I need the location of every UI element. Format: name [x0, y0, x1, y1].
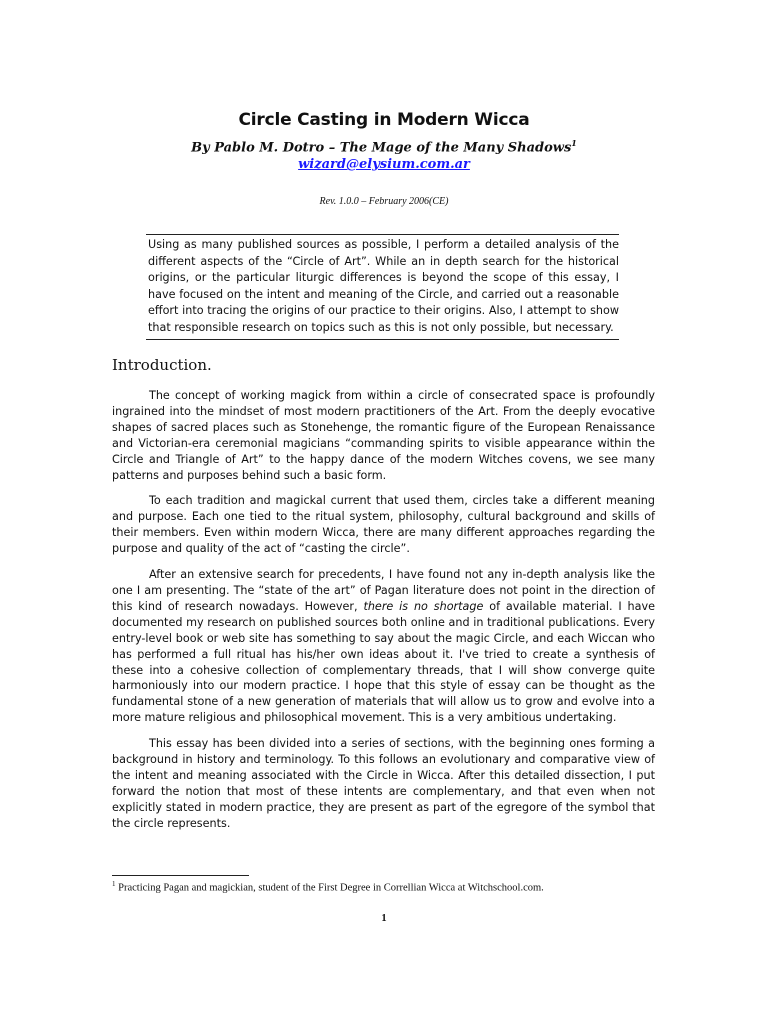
abstract-box: Using as many published sources as possible, I perform a detailed analysis of the different aspects of the “Circle of Art”. While an in depth search for the historical origins, or the particular liturgic differences is beyond the scope of this essay, I have focused on the intent and meaning of the Circle, and carried out a reasonable effort into tracing the origins of our practice to their origins. Also, I attempt to show that responsible research on topics such as this is not only possible, but necessary.	[146, 234, 619, 340]
revision-line: Rev. 1.0.0 – February 2006(CE)	[319, 196, 449, 207]
paragraph-3-emphasis: there is no shortage	[363, 599, 484, 613]
footnote-text: Practicing Pagan and magickian, student of the First Degree in Correllian Wicca at Witchschool.com.	[118, 882, 544, 894]
author-byline	[0, 138, 768, 155]
paragraph-1: The concept of working magick from within a circle of consecrated space is profoundly ingrained into the mindset of most modern practitioners of the Art. From the deeply evocative shapes of sacred places such as Stonehenge, the romantic figure of the European Renaissance and Victorian-era ceremonial magicians “commanding spirits to visible appearance within the Circle and Triangle of Art” to the happy dance of the modern Witches covens, we see many patterns and purposes behind such a basic form.	[112, 389, 655, 482]
byline-footnote-marker[interactable]: 1	[571, 138, 577, 148]
author-email	[0, 157, 768, 172]
paragraph-3-before: After an extensive search for precedents, I have found not any in-depth analysis like the one I am presenting. The “state of the art” of Pagan literature does not point in the direction of this kind of research nowadays. However,	[112, 568, 655, 613]
section-heading-introduction: Introduction.	[112, 356, 212, 374]
paragraph-3-after: of available material. I have documented my research on published sources both online and in traditional publications. Every entry-level book or web site has something to say about the magic Circle, and each Wiccan who has performed a full ritual has his/her own ideas about it. I've tried to create a synthesis of these into a cohesive collection of complementary threads, that I will show converge quite harmoniously into our modern practice. I hope that this style of essay can be thought as the fundamental stone of a new generation of materials that will allow us to grow and evolve into a more mature religious and philosophical movement. This is a very ambitious undertaking.	[112, 599, 655, 725]
document-title: Circle Casting in Modern Wicca	[238, 110, 530, 130]
paragraph-2: To each tradition and magickal current that used them, circles take a different meaning and purpose. Each one tied to the ritual system, philosophy, cultural background and skills of their members. Even within modern Wicca, there are many different approaches regarding the purpose and quality of the act of “casting the circle”.	[112, 494, 655, 556]
paragraph-4: This essay has been divided into a series of sections, with the beginning ones forming a background in history and terminology. To this follows an evolutionary and comparative view of the intent and meaning associated with the Circle in Wicca. After this detailed dissection, I put forward the notion that most of these intents are complementary, and that even when not explicitly stated in modern practice, they are present as part of the egregore of the symbol that the circle represents.	[112, 737, 655, 830]
footnote-separator	[112, 875, 249, 876]
page-number: 1	[381, 913, 387, 924]
author-byline-text: By Pablo M. Dotro – The Mage of the Many Shadows	[191, 140, 572, 156]
footnote	[112, 880, 544, 894]
email-link[interactable]: wizard@elysium.com.ar	[298, 157, 470, 172]
body-text	[112, 388, 655, 842]
footnote-marker: 1	[112, 880, 116, 888]
paragraph-3	[112, 567, 655, 726]
